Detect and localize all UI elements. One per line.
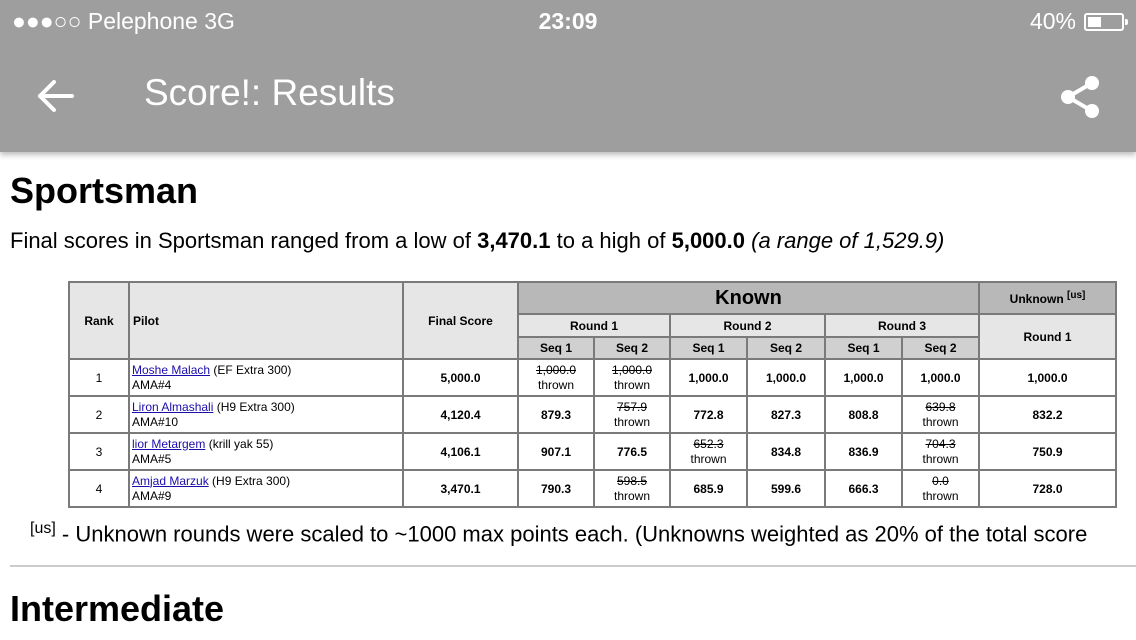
thrown-score: 704.3 <box>925 436 956 451</box>
header-unknown <box>979 282 1116 314</box>
score-cell-thrown <box>594 470 670 507</box>
final-score-cell: 4,120.4 <box>403 396 518 433</box>
header-unknown-label: Unknown <box>1009 292 1064 306</box>
results-content[interactable] <box>0 152 1136 640</box>
ama-label: AMA#10 <box>132 414 179 429</box>
section-title-sportsman: Sportsman <box>10 170 199 211</box>
thrown-label: thrown <box>613 414 651 429</box>
aircraft-label: (krill yak 55) <box>208 436 274 451</box>
score-cell: 907.1 <box>518 433 594 470</box>
carrier-label: ●●●○○ Pelephone 3G <box>12 8 235 34</box>
pilot-link[interactable]: Liron Almashali <box>132 399 214 414</box>
aircraft-label: (H9 Extra 300) <box>212 473 291 488</box>
score-cell: 790.3 <box>518 470 594 507</box>
score-cell: 1,000.0 <box>747 359 825 396</box>
aircraft-label: (H9 Extra 300) <box>216 399 295 414</box>
pilot-cell <box>129 470 403 507</box>
pilot-link[interactable]: lior Metargem <box>132 436 206 451</box>
header-round-3: Round 3 <box>825 314 979 337</box>
share-button[interactable] <box>1058 74 1102 120</box>
score-cell-thrown <box>594 396 670 433</box>
score-cell-thrown <box>902 396 979 433</box>
score-cell: 879.3 <box>518 396 594 433</box>
share-icon <box>1058 74 1102 120</box>
final-score-cell: 4,106.1 <box>403 433 518 470</box>
summary-low: 3,470.1 <box>477 228 551 253</box>
footnote-ref: [us] <box>30 520 56 537</box>
score-cell: 836.9 <box>825 433 902 470</box>
footnote-ref-link[interactable]: [us] <box>1067 290 1086 301</box>
header-seq-1: Seq 1 <box>518 337 594 359</box>
ama-label: AMA#5 <box>132 451 172 466</box>
score-cell: 827.3 <box>747 396 825 433</box>
final-score-cell: 5,000.0 <box>403 359 518 396</box>
aircraft-label: (EF Extra 300) <box>213 362 292 377</box>
table-row <box>69 396 1116 433</box>
thrown-label: thrown <box>922 414 959 429</box>
summary-high: 5,000.0 <box>671 228 745 253</box>
header-pilot: Pilot <box>129 282 403 359</box>
header-seq-2: Seq 2 <box>594 337 670 359</box>
pilot-cell <box>129 359 403 396</box>
top-bar <box>0 0 1136 152</box>
battery-indicator <box>1030 8 1124 35</box>
rank-cell: 3 <box>69 433 129 470</box>
score-cell: 776.5 <box>594 433 670 470</box>
arrow-left-icon <box>34 76 78 116</box>
back-button[interactable] <box>34 76 78 116</box>
score-cell-thrown <box>902 470 979 507</box>
score-cell: 834.8 <box>747 433 825 470</box>
score-cell: 685.9 <box>670 470 747 507</box>
unknown-score-cell: 750.9 <box>979 433 1116 470</box>
header-seq-2: Seq 2 <box>747 337 825 359</box>
thrown-score: 639.8 <box>925 399 956 414</box>
score-cell-thrown <box>670 433 747 470</box>
unknown-score-cell: 1,000.0 <box>979 359 1116 396</box>
score-cell: 772.8 <box>670 396 747 433</box>
thrown-score: 0.0 <box>932 473 949 488</box>
header-rank: Rank <box>69 282 129 359</box>
table-row <box>69 359 1116 396</box>
score-cell-thrown <box>594 359 670 396</box>
thrown-label: thrown <box>537 377 575 392</box>
thrown-score: 757.9 <box>616 399 648 414</box>
pilot-link[interactable]: Amjad Marzuk <box>132 473 209 488</box>
pilot-cell <box>129 433 403 470</box>
header-seq-2: Seq 2 <box>902 337 979 359</box>
clock: 23:09 <box>538 8 598 34</box>
thrown-label: thrown <box>922 488 959 503</box>
section-divider <box>10 565 1136 567</box>
rank-cell: 4 <box>69 470 129 507</box>
thrown-score: 598.5 <box>616 473 648 488</box>
app-bar <box>0 42 1136 152</box>
score-cell: 1,000.0 <box>670 359 747 396</box>
header-known: Known <box>518 282 979 314</box>
results-table <box>68 281 1117 508</box>
rank-cell: 1 <box>69 359 129 396</box>
thrown-label: thrown <box>690 451 727 466</box>
header-round-1: Round 1 <box>518 314 670 337</box>
summary-middle: to a high of <box>550 228 672 253</box>
header-seq-1: Seq 1 <box>825 337 902 359</box>
score-cell: 599.6 <box>747 470 825 507</box>
battery-icon <box>1084 13 1124 31</box>
score-cell: 808.8 <box>825 396 902 433</box>
header-unknown-round-1: Round 1 <box>979 314 1116 359</box>
summary-prefix: Final scores in Sportsman ranged from a low of <box>10 228 478 253</box>
score-summary <box>10 228 944 254</box>
battery-percent: 40% <box>1029 8 1076 34</box>
ama-label: AMA#9 <box>132 488 172 503</box>
score-cell-thrown <box>902 433 979 470</box>
header-round-2: Round 2 <box>670 314 825 337</box>
summary-range: (a range of 1,529.9) <box>751 228 945 253</box>
ama-label: AMA#4 <box>132 377 172 392</box>
score-cell-thrown <box>518 359 594 396</box>
score-cell: 666.3 <box>825 470 902 507</box>
pilot-cell <box>129 396 403 433</box>
table-row <box>69 470 1116 507</box>
score-cell: 1,000.0 <box>902 359 979 396</box>
thrown-label: thrown <box>613 488 651 503</box>
table-row <box>69 433 1116 470</box>
thrown-label: thrown <box>922 451 959 466</box>
pilot-link[interactable]: Moshe Malach <box>132 362 211 377</box>
header-final-score: Final Score <box>403 282 518 359</box>
app-title: Score!: Results <box>144 72 395 113</box>
unknown-score-cell: 728.0 <box>979 470 1116 507</box>
thrown-score: 1,000.0 <box>611 362 653 377</box>
section-title-intermediate: Intermediate <box>10 588 225 629</box>
thrown-score: 1,000.0 <box>535 362 577 377</box>
unknown-score-cell: 832.2 <box>979 396 1116 433</box>
status-bar <box>0 0 1136 42</box>
score-cell: 1,000.0 <box>825 359 902 396</box>
rank-cell: 2 <box>69 396 129 433</box>
final-score-cell: 3,470.1 <box>403 470 518 507</box>
header-seq-1: Seq 1 <box>670 337 747 359</box>
thrown-label: thrown <box>613 377 651 392</box>
footnote-text: - Unknown rounds were scaled to ~1000 max points each. (Unknowns weighted as 20% of the total score <box>55 521 1088 547</box>
thrown-score: 652.3 <box>693 436 724 451</box>
footnote <box>30 520 1087 547</box>
